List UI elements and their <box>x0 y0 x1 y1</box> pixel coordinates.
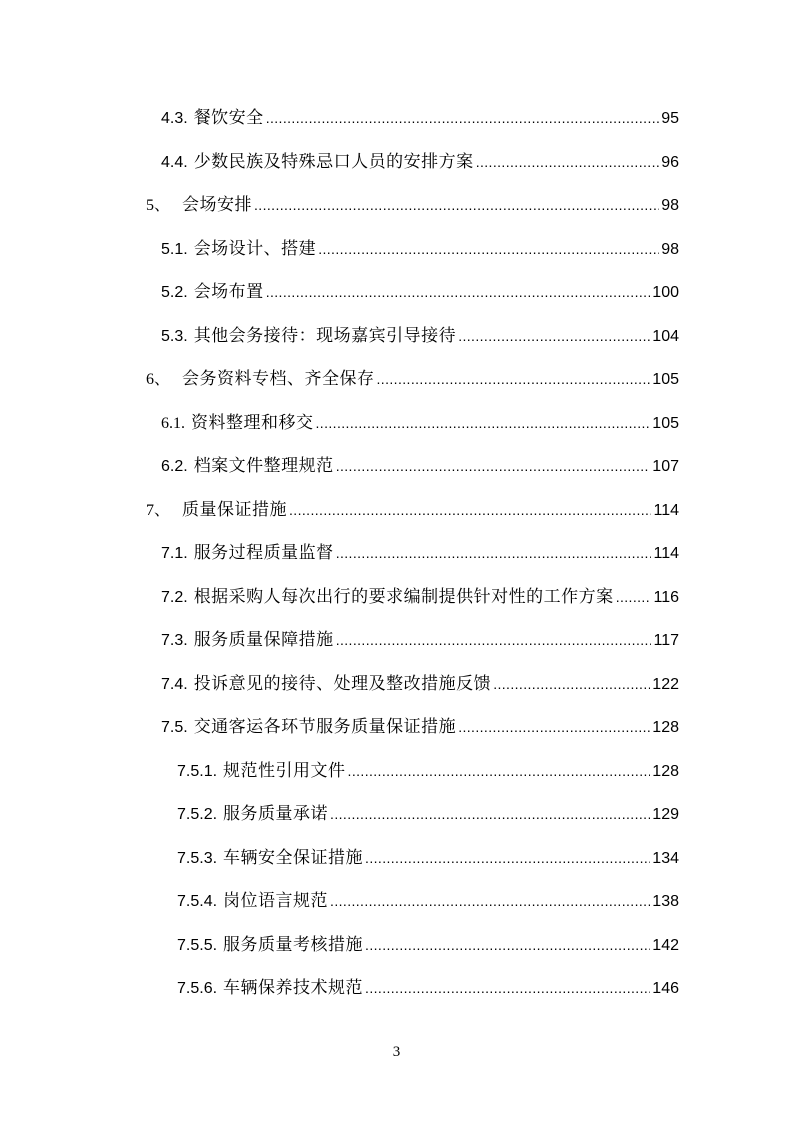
toc-entry-number: 7.1. <box>161 545 188 563</box>
toc-entry-title: 少数民族及特殊忌口人员的安排方案 <box>193 151 474 172</box>
toc-entry-number: 7.5.1. <box>177 762 218 780</box>
toc-entry-page: 128 <box>652 762 679 780</box>
toc-entry-number: 7.3. <box>161 632 188 650</box>
toc-leader-dots <box>336 455 651 477</box>
toc-entry-title: 资料整理和移交 <box>191 412 314 433</box>
toc-entry-title: 根据采购人每次出行的要求编制提供针对性的工作方案 <box>193 586 614 607</box>
toc-leader-dots <box>266 107 660 129</box>
toc-entry[interactable] <box>0 663 793 707</box>
toc-entry[interactable] <box>0 619 793 663</box>
toc-entry-page: 128 <box>652 719 679 737</box>
toc-entry-number: 6.2. <box>161 458 188 476</box>
toc-entry[interactable] <box>0 750 793 794</box>
toc-leader-dots <box>493 673 650 695</box>
toc-entry[interactable] <box>0 315 793 359</box>
toc-entry-page: 104 <box>652 327 679 345</box>
page-number: 3 <box>392 1044 401 1060</box>
toc-leader-dots <box>377 368 651 390</box>
toc-entry-page: 117 <box>653 632 679 650</box>
toc-entry-page: 114 <box>653 501 679 519</box>
toc-leader-dots <box>266 281 651 303</box>
toc-entry-page: 98 <box>661 240 679 258</box>
toc-entry-page: 105 <box>652 414 679 432</box>
toc-entry-title: 会场设计、搭建 <box>193 238 317 259</box>
toc-entry[interactable] <box>0 271 793 315</box>
toc-entry-page: 134 <box>652 849 679 867</box>
toc-leader-dots <box>348 760 651 782</box>
toc-entry-number: 7.2. <box>161 588 188 606</box>
toc-entry-number: 5.2. <box>161 284 188 302</box>
toc-entry-number: 7.5. <box>161 719 188 737</box>
toc-entry[interactable] <box>0 576 793 620</box>
toc-entry-number: 7.5.2. <box>177 806 218 824</box>
toc-entry-title: 服务质量考核措施 <box>223 934 364 955</box>
toc-entry-number: 7.5.4. <box>177 893 218 911</box>
toc-entry-title: 交通客运各环节服务质量保证措施 <box>193 717 457 738</box>
toc-entry-title: 档案文件整理规范 <box>193 456 334 477</box>
toc-entry[interactable] <box>0 402 793 446</box>
toc-leader-dots <box>330 890 650 912</box>
toc-entry-number: 7.4. <box>161 675 188 693</box>
toc-entry-title: 车辆安全保证措施 <box>223 847 364 868</box>
toc-entry[interactable] <box>0 532 793 576</box>
toc-entry-title: 服务质量保障措施 <box>193 630 334 651</box>
toc-leader-dots <box>458 716 650 738</box>
toc-entry-page: 122 <box>652 675 679 693</box>
toc-entry-number: 6、 <box>146 371 171 389</box>
toc-leader-dots <box>616 586 652 608</box>
toc-entry[interactable] <box>0 706 793 750</box>
toc-entry-page: 100 <box>652 284 679 302</box>
toc-entry-page: 129 <box>652 806 679 824</box>
toc-entry-number: 7、 <box>146 501 171 519</box>
toc-entry[interactable] <box>0 358 793 402</box>
toc-entry[interactable] <box>0 445 793 489</box>
toc-entry[interactable] <box>0 967 793 1011</box>
toc-entry[interactable] <box>0 228 793 272</box>
toc-entry-page: 96 <box>661 153 679 171</box>
toc-entry-number: 7.5.5. <box>177 936 218 954</box>
toc-entry-number: 7.5.6. <box>177 980 218 998</box>
toc-entry-title: 会场安排 <box>182 195 253 216</box>
toc-entry[interactable] <box>0 97 793 141</box>
toc-entry-number: 6.1. <box>161 414 185 432</box>
toc-entry-title: 服务质量承诺 <box>223 804 329 825</box>
toc-leader-dots <box>330 803 650 825</box>
toc-entry-page: 138 <box>652 893 679 911</box>
toc-leader-dots <box>365 847 650 869</box>
toc-entry[interactable] <box>0 141 793 185</box>
toc-entry-page: 114 <box>653 545 679 563</box>
toc-entry-title: 会场布置 <box>193 282 264 303</box>
toc-entry-number: 4.3. <box>161 110 188 128</box>
toc-entry-number: 5、 <box>146 197 171 215</box>
toc-leader-dots <box>365 977 650 999</box>
toc-leader-dots <box>316 412 651 434</box>
toc-entry-page: 98 <box>661 197 679 215</box>
toc-entry[interactable] <box>0 924 793 968</box>
toc-entry-title: 服务过程质量监督 <box>193 543 334 564</box>
toc-entry-page: 107 <box>652 458 679 476</box>
toc-entry-number: 5.3. <box>161 327 188 345</box>
table-of-contents <box>0 97 793 1011</box>
toc-entry-title: 质量保证措施 <box>182 499 288 520</box>
toc-entry[interactable] <box>0 489 793 533</box>
toc-leader-dots <box>458 325 650 347</box>
toc-leader-dots <box>254 194 659 216</box>
toc-leader-dots <box>336 542 652 564</box>
toc-entry-page: 105 <box>652 371 679 389</box>
toc-leader-dots <box>289 499 651 521</box>
toc-entry-page: 95 <box>661 110 679 128</box>
toc-entry-number: 4.4. <box>161 153 188 171</box>
toc-entry-page: 116 <box>653 588 679 606</box>
toc-entry-title: 车辆保养技术规范 <box>223 978 364 999</box>
toc-leader-dots <box>365 934 650 956</box>
toc-entry-title: 规范性引用文件 <box>223 760 346 781</box>
toc-entry-title: 投诉意见的接待、处理及整改措施反馈 <box>193 673 492 694</box>
toc-leader-dots <box>318 238 659 260</box>
toc-entry-page: 146 <box>652 980 679 998</box>
toc-entry-number: 7.5.3. <box>177 849 218 867</box>
toc-entry-title: 餐饮安全 <box>193 108 264 129</box>
toc-entry-title: 岗位语言规范 <box>223 891 329 912</box>
toc-entry-number: 5.1. <box>161 240 188 258</box>
toc-entry[interactable] <box>0 880 793 924</box>
toc-entry[interactable] <box>0 793 793 837</box>
toc-leader-dots <box>476 151 660 173</box>
toc-entry-title: 其他会务接待：现场嘉宾引导接待 <box>193 325 457 346</box>
toc-leader-dots <box>336 629 652 651</box>
toc-entry[interactable] <box>0 184 793 228</box>
toc-entry-page: 142 <box>652 936 679 954</box>
toc-entry[interactable] <box>0 837 793 881</box>
toc-entry-title: 会务资料专档、齐全保存 <box>182 369 375 390</box>
